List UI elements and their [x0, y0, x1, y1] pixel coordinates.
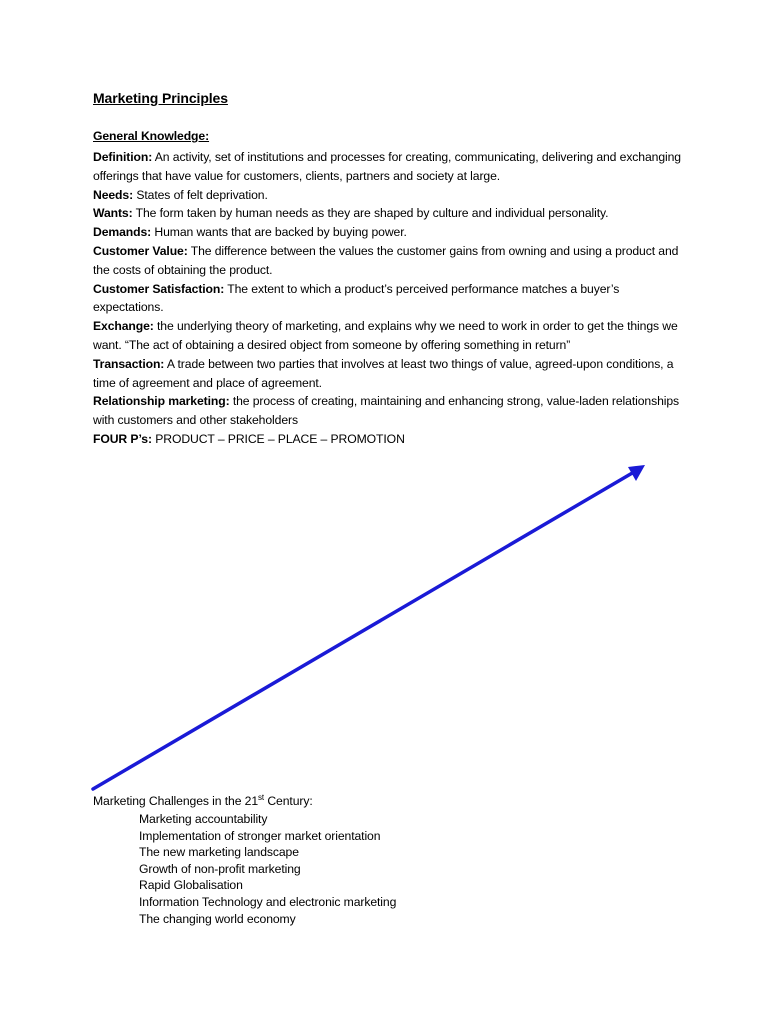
document-title: Marketing Principles: [93, 90, 228, 106]
definition-term: Needs:: [93, 187, 134, 202]
list-item: Marketing accountability: [139, 812, 268, 826]
challenges-heading-sup: st: [258, 793, 265, 802]
list-item: The changing world economy: [139, 911, 296, 926]
definition-text: The difference between the values the customer gains from owning and using a product and the costs of obtaining the product.: [93, 243, 679, 277]
definition-text: A trade between two parties that involves at least two things of value, agreed-upon conditions, a time of agreement and place of agreement.: [93, 356, 674, 390]
definition-entry: [93, 186, 683, 205]
definition-text: An activity, set of institutions and processes for creating, communicating, delivering and exchanging offerings that have value for customers, clients, partners and society at large.: [93, 150, 681, 183]
definition-entry: [93, 223, 683, 242]
definition-term: Wants:: [93, 206, 133, 221]
definition-entry: [93, 280, 683, 318]
definition-text: the underlying theory of marketing, and explains why we need to work in order to get the things we want. “The act of obtaining a desired object from someone by offering something in return”: [93, 319, 678, 352]
definition-entry: [93, 317, 683, 355]
challenges-list: [139, 811, 396, 927]
definition-text: The extent to which a product’s perceived performance matches a buyer’s expectations.: [93, 281, 620, 315]
definition-term: Transaction:: [93, 356, 165, 371]
definition-text: Human wants that are backed by buying power.: [151, 225, 407, 240]
list-item: Rapid Globalisation: [139, 878, 243, 893]
definition-term: Relationship marketing:: [93, 394, 230, 409]
definition-term: Demands:: [93, 225, 152, 240]
four-ps-items: PRODUCT – PRICE – PLACE – PROMOTION: [151, 431, 405, 446]
definition-term: Customer Value:: [93, 243, 188, 258]
definition-term: Definition:: [93, 150, 153, 164]
definition-entry: [93, 204, 683, 223]
definition-entry: [93, 148, 683, 186]
challenges-heading: [93, 793, 313, 808]
definition-term: Exchange:: [93, 319, 154, 334]
challenges-heading-suffix: Century:: [264, 794, 313, 809]
definition-text: the process of creating, maintaining and enhancing strong, value-laden relationships with customers and other stakeholders: [93, 394, 680, 428]
list-item: Growth of non-profit marketing: [139, 861, 301, 876]
definition-term: Customer Satisfaction:: [93, 281, 225, 296]
definitions-list: [93, 148, 683, 449]
general-knowledge-heading: General Knowledge:: [93, 129, 210, 143]
list-item: Information Technology and electronic marketing: [139, 894, 397, 909]
definition-text: States of felt deprivation.: [133, 187, 268, 202]
definition-text: The form taken by human needs as they are shaped by culture and individual personality.: [132, 206, 609, 221]
list-item: The new marketing landscape: [139, 845, 299, 860]
definition-entry: [93, 392, 683, 430]
challenges-heading-prefix: Marketing Challenges in the 21: [93, 794, 259, 809]
definition-entry: [93, 355, 683, 393]
definition-entry: [93, 242, 683, 280]
list-item: Implementation of stronger market orientation: [139, 828, 381, 843]
four-ps-label: FOUR P’s:: [93, 431, 152, 446]
four-ps-line: [93, 430, 683, 449]
